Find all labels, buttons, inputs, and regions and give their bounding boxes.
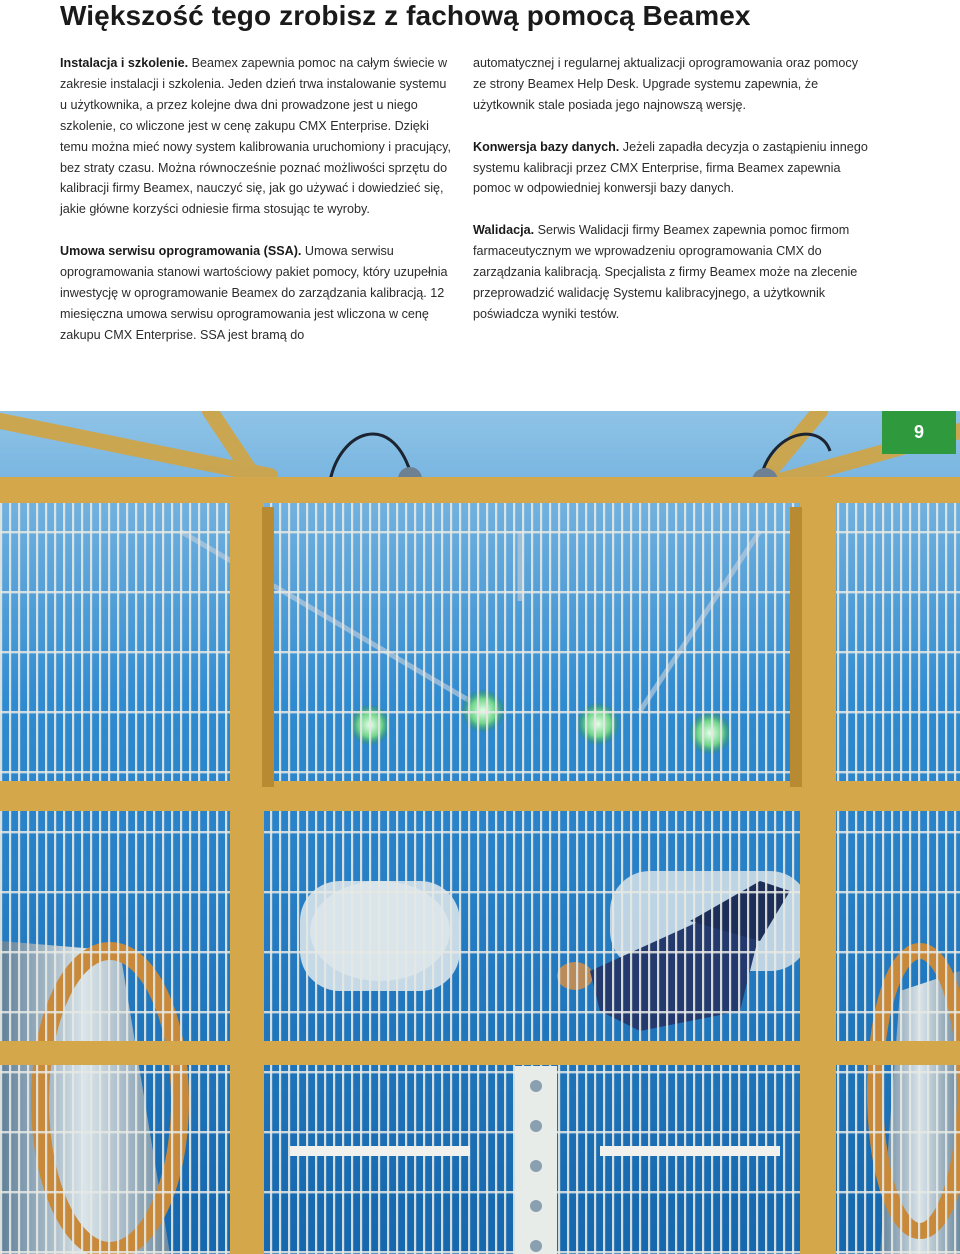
paragraph-validation <box>473 220 873 325</box>
left-text-column <box>60 53 452 367</box>
industrial-grating-photo <box>0 411 960 1254</box>
paragraph-heading: Umowa serwisu oprogramowania (SSA). <box>60 244 302 259</box>
paragraph-body: Serwis Walidacji firmy Beamex zapewnia pomoc firmom farmaceutycznym we wprowadzeniu oprogramowania CMX do zarządzania kalibracją. Specjalista z firmy Beamex może na zlecenie przeprowadzić walidację Systemu kalibracyjnego, a użytkownik poświadcza wyniki testów. <box>473 223 858 321</box>
paragraph-ssa-continued <box>473 53 873 116</box>
paragraph-body: Umowa serwisu oprogramowania stanowi wartościowy pakiet pomocy, który uzupełnia inwestycję w oprogramowanie Beamex do zarządzania kalibracją. 12 miesięczna umowa serwisu oprogramowania jest wliczona w cenę zakupu CMX Enterprise. SSA jest bramą do <box>60 244 448 342</box>
right-text-column <box>473 53 873 346</box>
page-number-badge: 9 <box>882 411 956 454</box>
paragraph-body: Jeżeli zapadła decyzja o zastąpieniu innego systemu kalibracji przez CMX Enterprise, firma Beamex zapewnia pomoc w odpowiedniej konwersji bazy danych. <box>473 139 868 196</box>
paragraph-body: automatycznej i regularnej aktualizacji oprogramowania oraz pomocy ze strony Beamex Help Desk. Upgrade systemu zapewnia, że użytkownik stale posiada jego najnowszą wersję. <box>473 56 859 112</box>
page-title: Większość tego zrobisz z fachową pomocą Beamex <box>60 0 751 31</box>
paragraph-database-conversion <box>473 137 873 200</box>
paragraph-body: Beamex zapewnia pomoc na całym świecie w zakresie instalacji i szkolenia. Jeden dzień trwa instalowanie systemu u użytkownika, a przez kolejne dwa dni prowadzone jest u niego szkolenie, co wliczone jest w cenę zakupu CMX Enterprise. Dzięki temu można mieć nowy system kalibrowania uruchomiony i pracujący, bez straty czasu. Można równocześnie poznać możliwości sprzętu do kalibracji firmy Beamex, nauczyć się, jak go używać i dowiedzieć się, jakie główne korzyści odniesie firma stosując te wyroby. <box>60 56 452 217</box>
paragraph-heading: Instalacja i szkolenie. <box>60 56 189 70</box>
paragraph-heading: Konwersja bazy danych. <box>473 139 620 154</box>
paragraph-heading: Walidacja. <box>473 223 535 238</box>
paragraph-ssa <box>60 241 452 346</box>
paragraph-installation <box>60 53 452 220</box>
